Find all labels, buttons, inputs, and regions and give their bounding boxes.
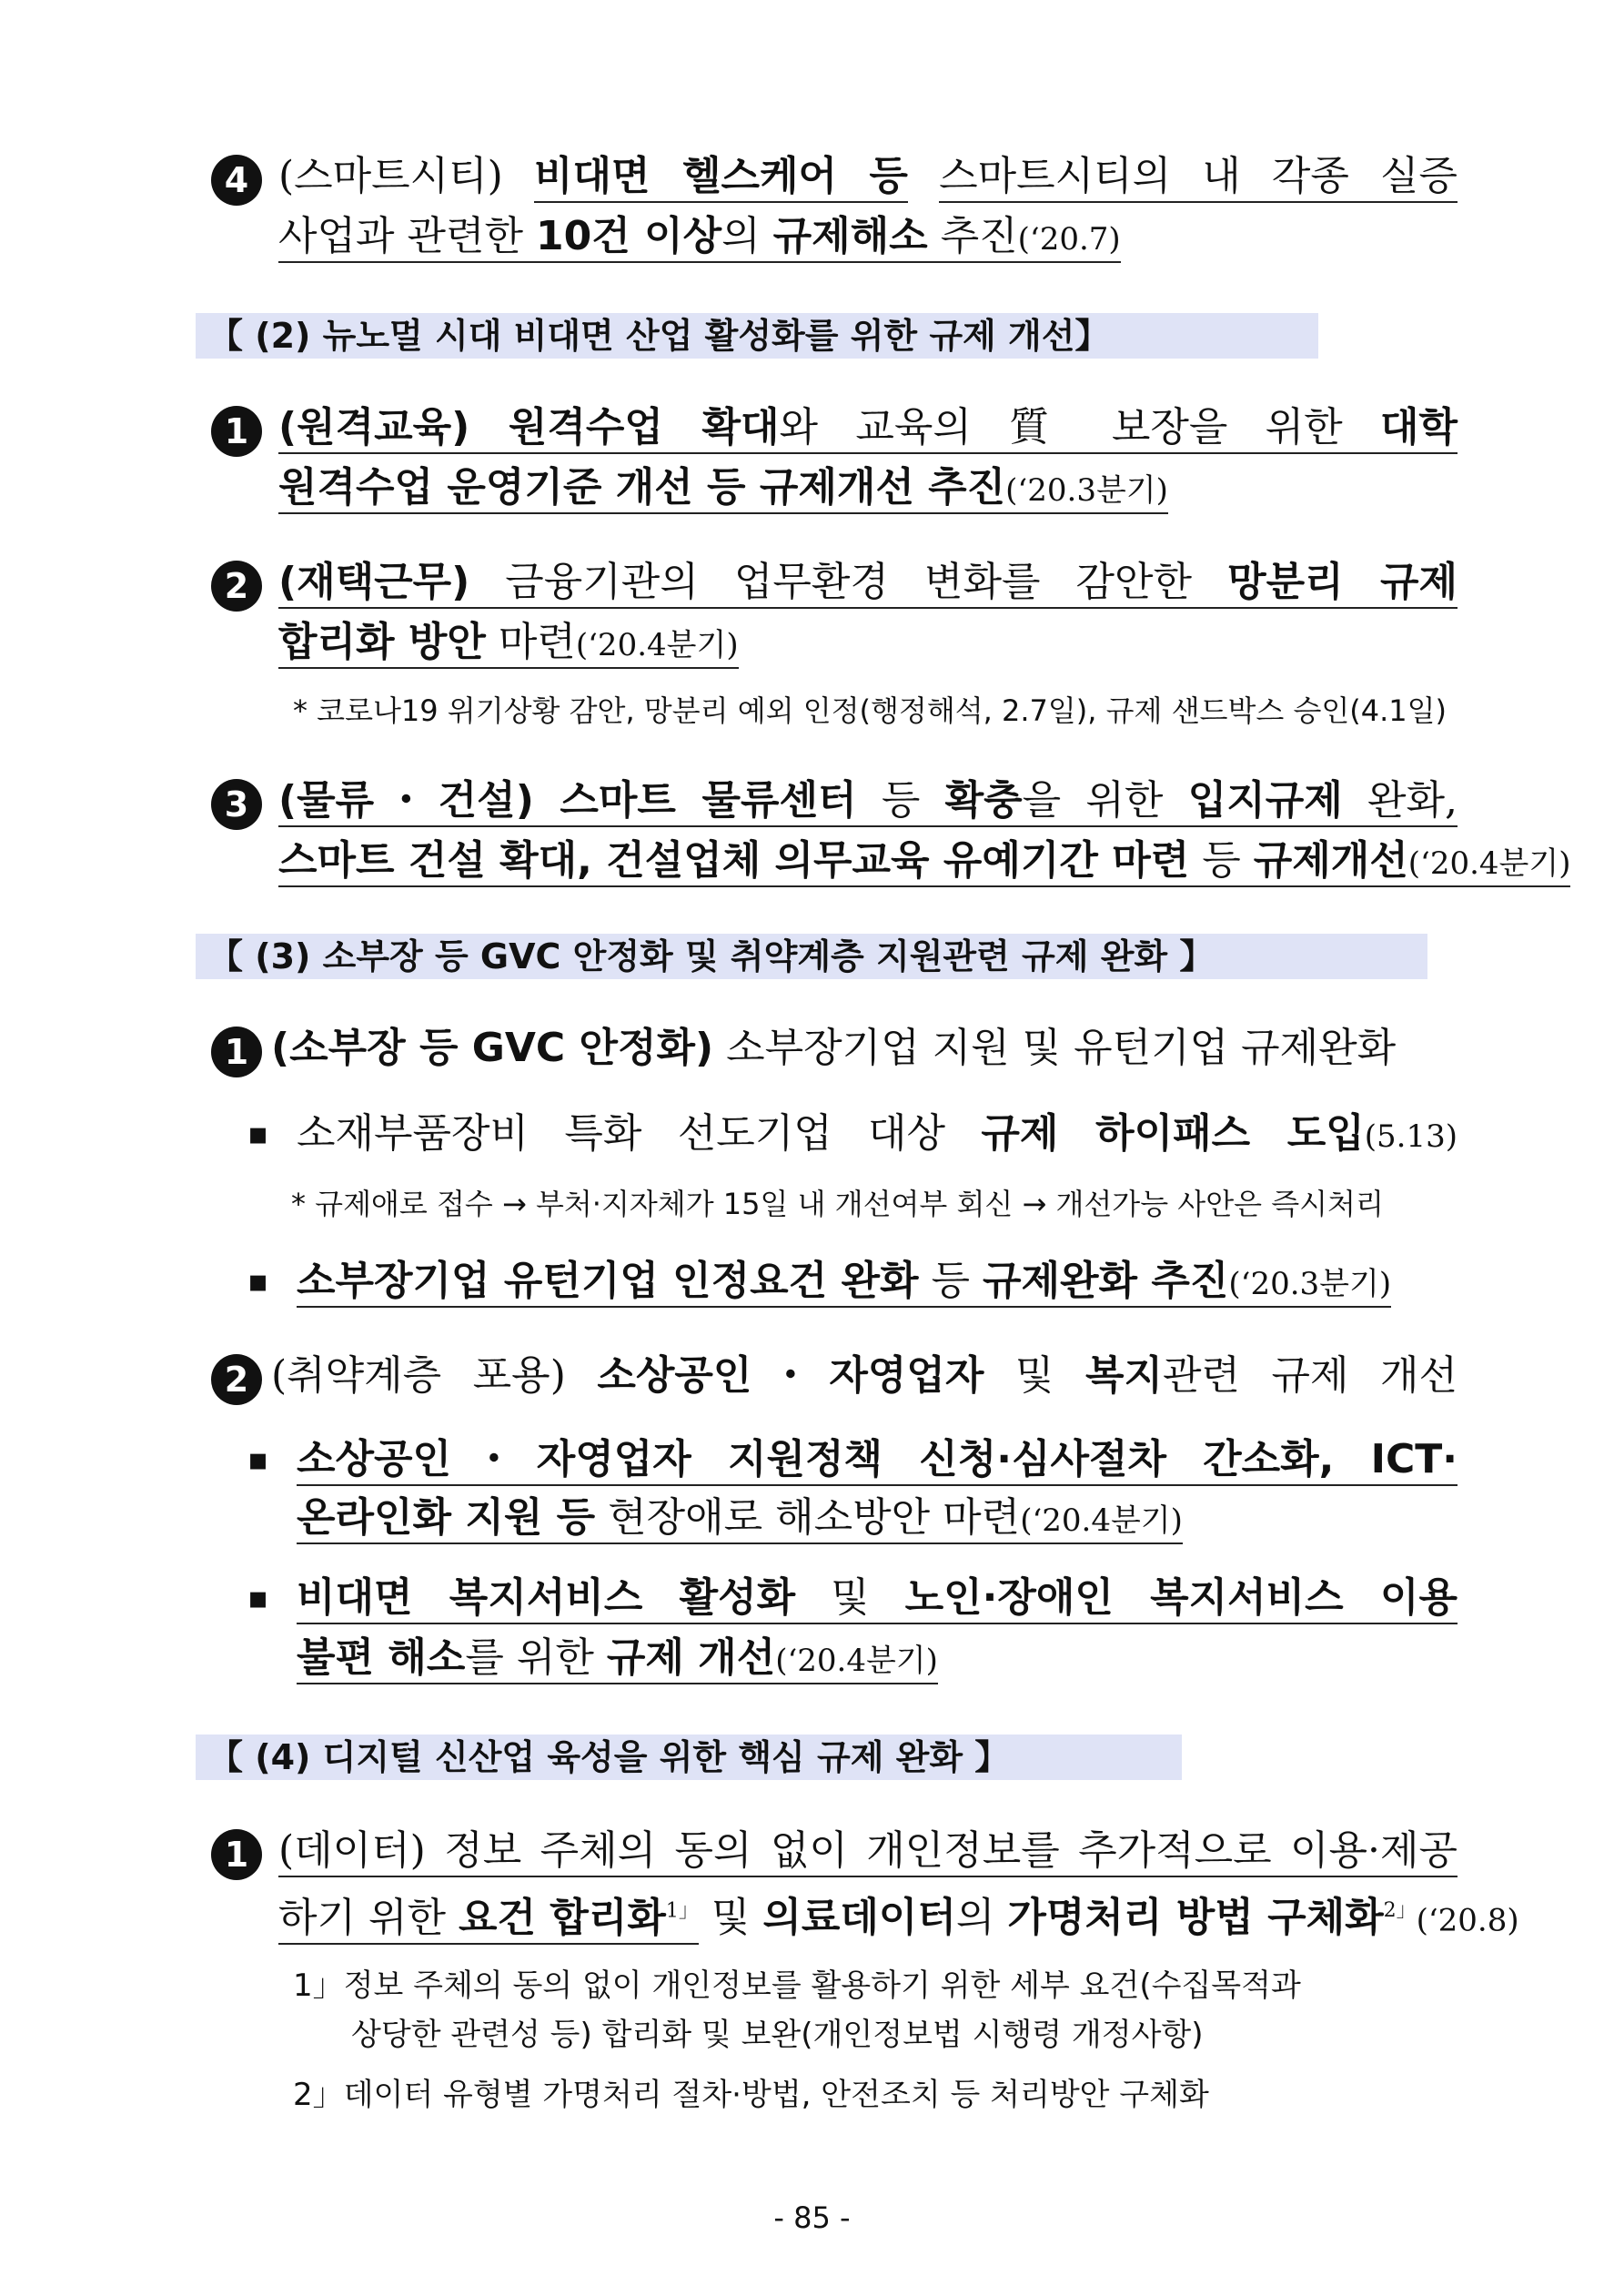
number-badge: 3 <box>211 779 262 830</box>
footnote-1: 1」정보 주체의 동의 없이 개인정보를 활용하기 위한 세부 요건(수집목적과 <box>293 1967 1301 2004</box>
item-note: * 코로나19 위기상황 감안, 망분리 예외 인정(행정해석, 2.7일), 규제 샌드박스 승인(4.1일) <box>293 693 1447 728</box>
bullet-line-1: 비대면 복지서비스 활성화 및 노인·장애인 복지서비스 이용 <box>297 1573 1458 1623</box>
item-smart-city <box>211 151 1458 269</box>
number-badge: 4 <box>211 155 262 206</box>
item-line-1: (재택근무) 금융기관의 업무환경 변화를 감안한 망분리 규제 <box>278 557 1458 608</box>
item-note: * 규제애로 접수 → 부처‧지자체가 15일 내 개선여부 회신 → 개선가능 사안은 즉시처리 <box>291 1187 1384 1221</box>
bullet-line-2: 온라인화 지원 등 현장애로 해소방안 마련(‘20.4분기) <box>297 1492 1458 1546</box>
item-logistics-construction <box>211 775 1571 894</box>
number-badge: 1 <box>211 1829 262 1880</box>
number-badge: 2 <box>211 1354 262 1405</box>
item-line-2: 합리화 방안 마련(‘20.4분기) <box>278 617 1458 671</box>
footnote-1-cont: 상당한 관련성 등) 합리화 및 보완(개인정보법 시행령 개정사항) <box>351 2017 1204 2053</box>
item-line-2: 원격수업 운영기준 개선 등 규제개선 추진(‘20.3분기) <box>278 462 1458 516</box>
bullet-line-1: 소상공인・자영업자 지원정책 신청·심사절차 간소화, ICT· <box>297 1434 1458 1485</box>
item-line-1: (물류・건설) 스마트 물류센터 등 확충을 위한 입지규제 완화, <box>278 775 1458 826</box>
item-line-1: (취약계층 포용) 소상공인・자영업자 및 복지관련 규제 개선 <box>271 1352 1458 1399</box>
bullet-marker: ▪ <box>247 1263 269 1300</box>
item-remote-education <box>211 402 1458 521</box>
bullet-line: 소재부품장비 특화 선도기업 대상 규제 하이패스 도입(5.13) <box>297 1110 1458 1157</box>
section-header-4: 【 (4) 디지털 신산업 육성을 위한 핵심 규제 완화 】 <box>196 1735 1182 1780</box>
item-line-2: 사업과 관련한 10건 이상의 규제해소 추진(‘20.7) <box>278 211 1458 265</box>
bullet-line: 소부장기업 유턴기업 인정요건 완화 등 규제완화 추진(‘20.3분기) <box>297 1256 1458 1310</box>
bullet-line-2: 불편 해소를 위한 규제 개선(‘20.4분기) <box>297 1633 1458 1686</box>
item-gvc-stabilization <box>211 1023 1458 1077</box>
number-badge: 1 <box>211 406 262 457</box>
section-header-2: 【 (2) 뉴노멀 시대 비대면 산업 활성화를 위한 규제 개선】 <box>196 313 1318 359</box>
bullet-marker: ▪ <box>247 1441 269 1478</box>
number-badge: 2 <box>211 561 262 612</box>
item-vulnerable-groups <box>211 1350 1458 1405</box>
item-line-1: (데이터) 정보 주체의 동의 없이 개인정보를 추가적으로 이용·제공 <box>278 1826 1458 1876</box>
bullet-marker: ▪ <box>247 1116 269 1152</box>
item-data <box>211 1826 1519 1944</box>
page-number: - 85 - <box>773 2200 851 2235</box>
item-line-2: 스마트 건설 확대, 건설업체 의무교육 유예기간 마련 등 규제개선(‘20.4분기) <box>278 835 1458 889</box>
bullet-marker: ▪ <box>247 1580 269 1616</box>
item-line-1: (스마트시티) 비대면 헬스케어 등 스마트시티의 내 각종 실증 <box>278 151 1458 202</box>
item-line-1: (원격교육) 원격수업 확대와 교육의 質 보장을 위한 대학 <box>278 402 1458 453</box>
item-remote-work <box>211 557 1458 675</box>
item-line-1: (소부장 등 GVC 안정화) 소부장기업 지원 및 유턴기업 규제완화 <box>271 1025 1397 1071</box>
section-header-3: 【 (3) 소부장 등 GVC 안정화 및 취약계층 지원관련 규제 완화 】 <box>196 934 1427 979</box>
footnote-2: 2」데이터 유형별 가명처리 절차·방법, 안전조치 등 처리방안 구체화 <box>293 2077 1209 2113</box>
item-line-2: 하기 위한 요건 합리화$^{1」}$ 및 의료데이터의 가명처리 방법 구체화$^{2」}$(‘20.8) <box>278 1886 1458 1947</box>
number-badge: 1 <box>211 1027 262 1077</box>
